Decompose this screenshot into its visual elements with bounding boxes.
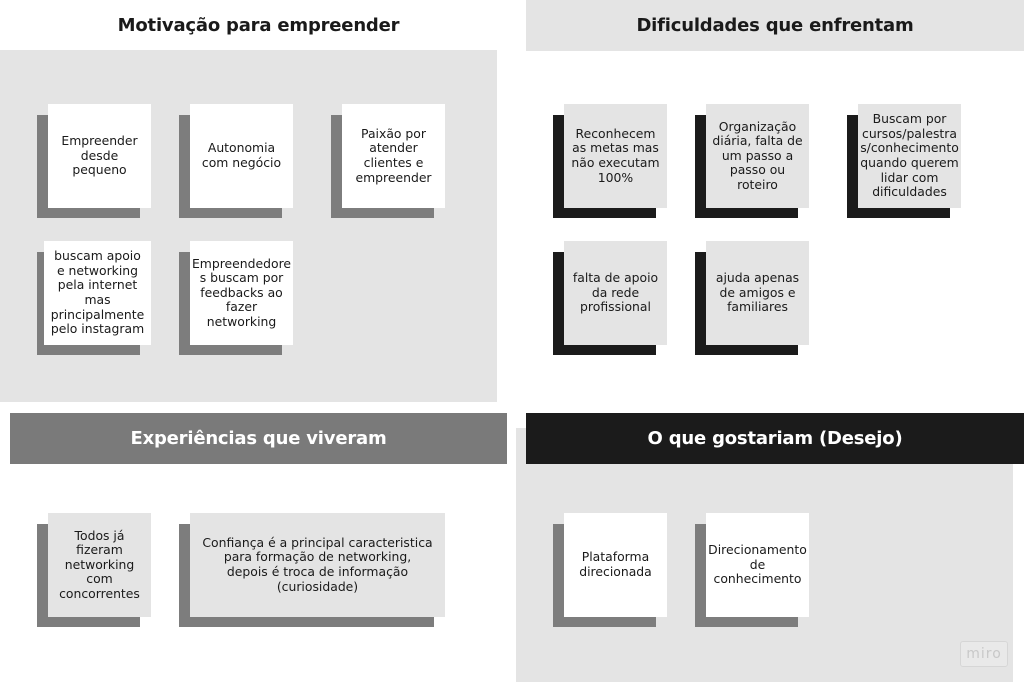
sticky-note[interactable]: ajuda apenas de amigos e familiares: [706, 241, 809, 345]
sticky-note[interactable]: Paixão por atender clientes e empreender: [342, 104, 445, 208]
sticky-note[interactable]: Direcionamento de conhecimento: [706, 513, 809, 617]
desejo-header: O que gostariam (Desejo): [526, 413, 1024, 464]
dificuldades-header: Dificuldades que enfrentam: [526, 0, 1024, 51]
sticky-note[interactable]: Organização diária, falta de um passo a passo ou roteiro: [706, 104, 809, 208]
sticky-note[interactable]: Empreendedore s buscam por feedbacks ao fazer networking: [190, 241, 293, 345]
sticky-note[interactable]: Confiança é a principal caracteristica para formação de networking, depois é troca de informação (curiosidade): [190, 513, 445, 617]
sticky-note[interactable]: Plataforma direcionada: [564, 513, 667, 617]
sticky-note[interactable]: Todos já fizeram networking com concorrentes: [48, 513, 151, 617]
motivacao-header: Motivação para empreender: [10, 0, 507, 50]
sticky-note[interactable]: Reconhecem as metas mas não executam 100%: [564, 104, 667, 208]
sticky-note[interactable]: falta de apoio da rede profissional: [564, 241, 667, 345]
sticky-note[interactable]: Buscam por cursos/palestra s/conhecimento quando querem lidar com dificuldades: [858, 104, 961, 208]
sticky-note[interactable]: Empreender desde pequeno: [48, 104, 151, 208]
sticky-note[interactable]: Autonomia com negócio: [190, 104, 293, 208]
sticky-note[interactable]: buscam apoio e networking pela internet mas principalmente pelo instagram: [44, 241, 151, 345]
experiencias-header: Experiências que viveram: [10, 413, 507, 464]
miro-logo: miro: [960, 641, 1008, 667]
